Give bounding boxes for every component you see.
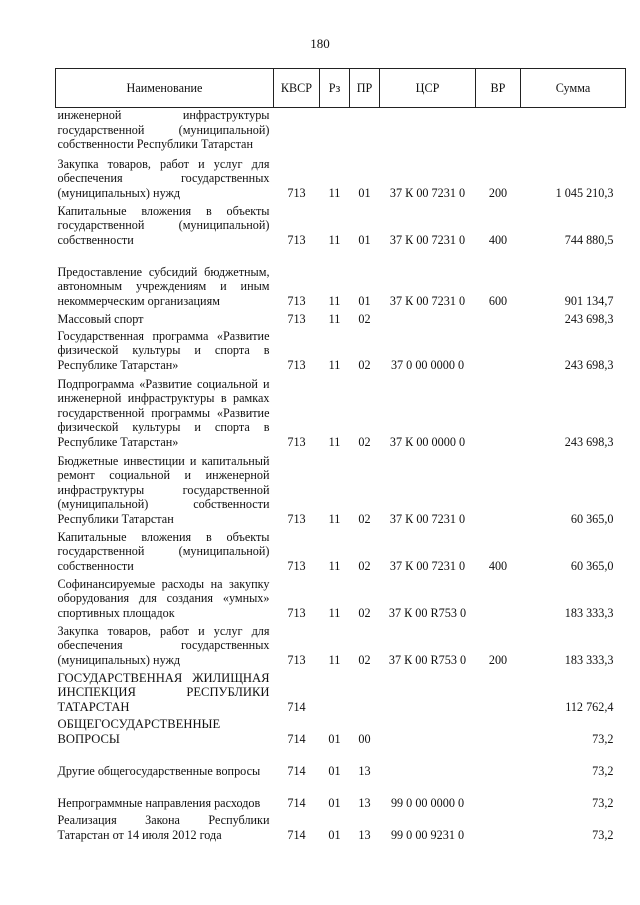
row-sum: 1 045 210,3 bbox=[555, 185, 614, 200]
table-row bbox=[56, 621, 626, 668]
row-csr bbox=[380, 747, 476, 779]
row-vr: 200 bbox=[488, 185, 508, 200]
row-csr bbox=[380, 309, 476, 327]
row-kvsr: 713 bbox=[287, 311, 306, 326]
row-sum: 901 134,7 bbox=[564, 293, 614, 308]
row-kvsr: 713 bbox=[287, 652, 306, 667]
row-rz: 01 bbox=[328, 795, 341, 810]
table-row bbox=[56, 574, 626, 621]
row-csr: 37 К 00 0000 0 bbox=[389, 434, 466, 449]
row-rz: 11 bbox=[328, 232, 341, 247]
row-csr: 37 К 00 7231 0 bbox=[389, 293, 466, 308]
table-row bbox=[56, 327, 626, 373]
row-kvsr: 713 bbox=[287, 511, 306, 526]
row-rz: 11 bbox=[328, 558, 341, 573]
row-sum: 243 698,3 bbox=[564, 311, 614, 326]
row-pr: 01 bbox=[358, 232, 371, 247]
row-name: Софинансируемые расходы на закупку оборудования для создания «умных» спортивных площадок bbox=[57, 576, 270, 620]
row-rz: 11 bbox=[328, 434, 341, 449]
row-sum bbox=[521, 108, 626, 153]
row-sum: 73,2 bbox=[592, 795, 614, 810]
row-sum: 73,2 bbox=[592, 731, 614, 746]
header-vr: ВР bbox=[476, 69, 521, 108]
row-rz: 01 bbox=[328, 763, 341, 778]
table-row bbox=[56, 715, 626, 747]
row-csr bbox=[380, 715, 476, 747]
header-pr: ПР bbox=[350, 69, 380, 108]
row-pr: 02 bbox=[358, 558, 371, 573]
row-rz: 11 bbox=[328, 293, 341, 308]
header-rz: Рз bbox=[320, 69, 350, 108]
row-rz bbox=[320, 668, 350, 715]
row-sum: 73,2 bbox=[592, 827, 614, 842]
row-sum: 112 762,4 bbox=[565, 699, 614, 714]
row-csr: 37 К 00 7231 0 bbox=[389, 511, 466, 526]
row-kvsr: 714 bbox=[287, 795, 306, 810]
row-name: Реализация Закона Республики Татарстан от 14 июля 2012 года bbox=[57, 813, 270, 842]
table-row bbox=[56, 668, 626, 715]
header-name: Наименование bbox=[56, 69, 274, 108]
row-vr bbox=[476, 108, 521, 153]
row-name: Капитальные вложения в объекты государственной (муниципальной) собственности bbox=[57, 529, 270, 573]
row-vr: 600 bbox=[488, 293, 508, 308]
row-vr bbox=[476, 327, 521, 373]
row-rz: 11 bbox=[328, 511, 341, 526]
row-csr: 99 0 00 9231 0 bbox=[390, 827, 465, 842]
row-pr: 13 bbox=[358, 827, 371, 842]
row-sum: 744 880,5 bbox=[564, 232, 614, 247]
row-rz: 11 bbox=[328, 311, 341, 326]
row-rz: 11 bbox=[328, 605, 341, 620]
table-row bbox=[56, 527, 626, 574]
row-pr: 02 bbox=[358, 605, 371, 620]
row-name: Капитальные вложения в объекты государственной (муниципальной) собственности bbox=[57, 203, 270, 247]
row-rz: 01 bbox=[328, 827, 341, 842]
page-number: 180 bbox=[310, 36, 330, 51]
row-name: Государственная программа «Развитие физической культуры и спорта в Республике Татарстан» bbox=[57, 328, 270, 372]
table-row bbox=[56, 201, 626, 248]
row-pr: 02 bbox=[358, 311, 371, 326]
budget-table bbox=[55, 68, 626, 843]
row-vr bbox=[476, 574, 521, 621]
row-pr: 01 bbox=[358, 293, 371, 308]
row-name: Подпрограмма «Развитие социальной и инженерной инфраструктуры в рамках государственной программы «Развитие физической культуры и спорта в Республике Татарстан» bbox=[57, 376, 270, 449]
table-row bbox=[56, 811, 626, 843]
row-rz: 01 bbox=[328, 731, 341, 746]
row-rz: 11 bbox=[328, 652, 341, 667]
row-csr bbox=[380, 108, 476, 153]
row-csr: 37 К 00 7231 0 bbox=[389, 185, 466, 200]
row-sum: 183 333,3 bbox=[564, 652, 614, 667]
row-name: Массовый спорт bbox=[57, 311, 144, 326]
table-row bbox=[56, 309, 626, 327]
row-vr: 400 bbox=[488, 232, 508, 247]
table-row bbox=[56, 747, 626, 779]
table-row bbox=[56, 373, 626, 450]
row-pr: 13 bbox=[358, 795, 371, 810]
row-pr: 02 bbox=[358, 652, 371, 667]
row-kvsr bbox=[274, 108, 320, 153]
row-kvsr: 714 bbox=[287, 731, 306, 746]
row-pr: 02 bbox=[358, 511, 371, 526]
row-sum: 183 333,3 bbox=[564, 605, 614, 620]
row-csr: 37 0 00 0000 0 bbox=[390, 357, 465, 372]
row-vr bbox=[476, 668, 521, 715]
row-name: инженерной инфраструктуры государственной (муниципальной) собственности Республики Татарстан bbox=[57, 108, 270, 152]
row-sum: 243 698,3 bbox=[564, 357, 614, 372]
row-kvsr: 713 bbox=[287, 232, 306, 247]
row-vr bbox=[476, 309, 521, 327]
row-name: Предоставление субсидий бюджетным, автономным учреждениям и иным некоммерческим организациям bbox=[57, 264, 270, 308]
row-csr: 37 К 00 7231 0 bbox=[389, 232, 466, 247]
row-pr: 13 bbox=[358, 763, 371, 778]
row-csr: 99 0 00 0000 0 bbox=[390, 795, 465, 810]
row-pr: 01 bbox=[358, 185, 371, 200]
row-vr bbox=[476, 715, 521, 747]
row-csr: 37 К 00 R753 0 bbox=[388, 652, 467, 667]
row-kvsr: 714 bbox=[287, 763, 306, 778]
row-kvsr: 713 bbox=[287, 293, 306, 308]
table-row bbox=[56, 108, 626, 153]
row-sum: 60 365,0 bbox=[570, 558, 614, 573]
row-kvsr: 713 bbox=[287, 605, 306, 620]
table-header bbox=[56, 69, 626, 108]
table-row bbox=[56, 450, 626, 527]
header-kvsr: КВСР bbox=[274, 69, 320, 108]
row-kvsr: 714 bbox=[287, 827, 306, 842]
row-pr: 02 bbox=[358, 434, 371, 449]
row-rz: 11 bbox=[328, 185, 341, 200]
row-sum: 60 365,0 bbox=[570, 511, 614, 526]
row-pr bbox=[350, 108, 380, 153]
row-vr: 200 bbox=[488, 652, 508, 667]
row-name: Закупка товаров, работ и услуг для обеспечения государственных (муниципальных) нужд bbox=[57, 156, 270, 200]
row-sum: 243 698,3 bbox=[564, 434, 614, 449]
row-csr bbox=[380, 668, 476, 715]
row-vr bbox=[476, 747, 521, 779]
header-sum: Сумма bbox=[521, 69, 626, 108]
row-name: Непрограммные направления расходов bbox=[57, 795, 261, 810]
row-kvsr: 713 bbox=[287, 558, 306, 573]
row-name: ОБЩЕГОСУДАРСТВЕННЫЕ ВОПРОСЫ bbox=[57, 717, 221, 746]
row-kvsr: 714 bbox=[287, 699, 306, 714]
header-csr: ЦСР bbox=[380, 69, 476, 108]
row-vr: 400 bbox=[488, 558, 508, 573]
row-pr: 00 bbox=[358, 731, 371, 746]
row-csr: 37 К 00 R753 0 bbox=[388, 605, 467, 620]
row-csr: 37 К 00 7231 0 bbox=[389, 558, 466, 573]
row-vr bbox=[476, 779, 521, 811]
row-rz bbox=[320, 108, 350, 153]
table-row bbox=[56, 779, 626, 811]
row-name: Другие общегосударственные вопросы bbox=[57, 763, 261, 778]
row-pr: 02 bbox=[358, 357, 371, 372]
row-name: ГОСУДАРСТВЕННАЯ ЖИЛИЩНАЯ ИНСПЕКЦИЯ РЕСПУБЛИКИ ТАТАРСТАН bbox=[57, 670, 270, 714]
row-name: Бюджетные инвестиции и капитальный ремонт социальной и инженерной инфраструктуры государственной (муниципальной) собственности Республики Татарстан bbox=[57, 453, 270, 526]
row-vr bbox=[476, 811, 521, 843]
row-pr bbox=[350, 668, 380, 715]
table-row bbox=[56, 248, 626, 309]
row-kvsr: 713 bbox=[287, 357, 306, 372]
row-kvsr: 713 bbox=[287, 185, 306, 200]
row-rz: 11 bbox=[328, 357, 341, 372]
row-name: Закупка товаров, работ и услуг для обеспечения государственных (муниципальных) нужд bbox=[57, 623, 270, 667]
row-vr bbox=[476, 450, 521, 527]
row-sum: 73,2 bbox=[592, 763, 614, 778]
row-kvsr: 713 bbox=[287, 434, 306, 449]
row-vr bbox=[476, 373, 521, 450]
table-row bbox=[56, 153, 626, 201]
